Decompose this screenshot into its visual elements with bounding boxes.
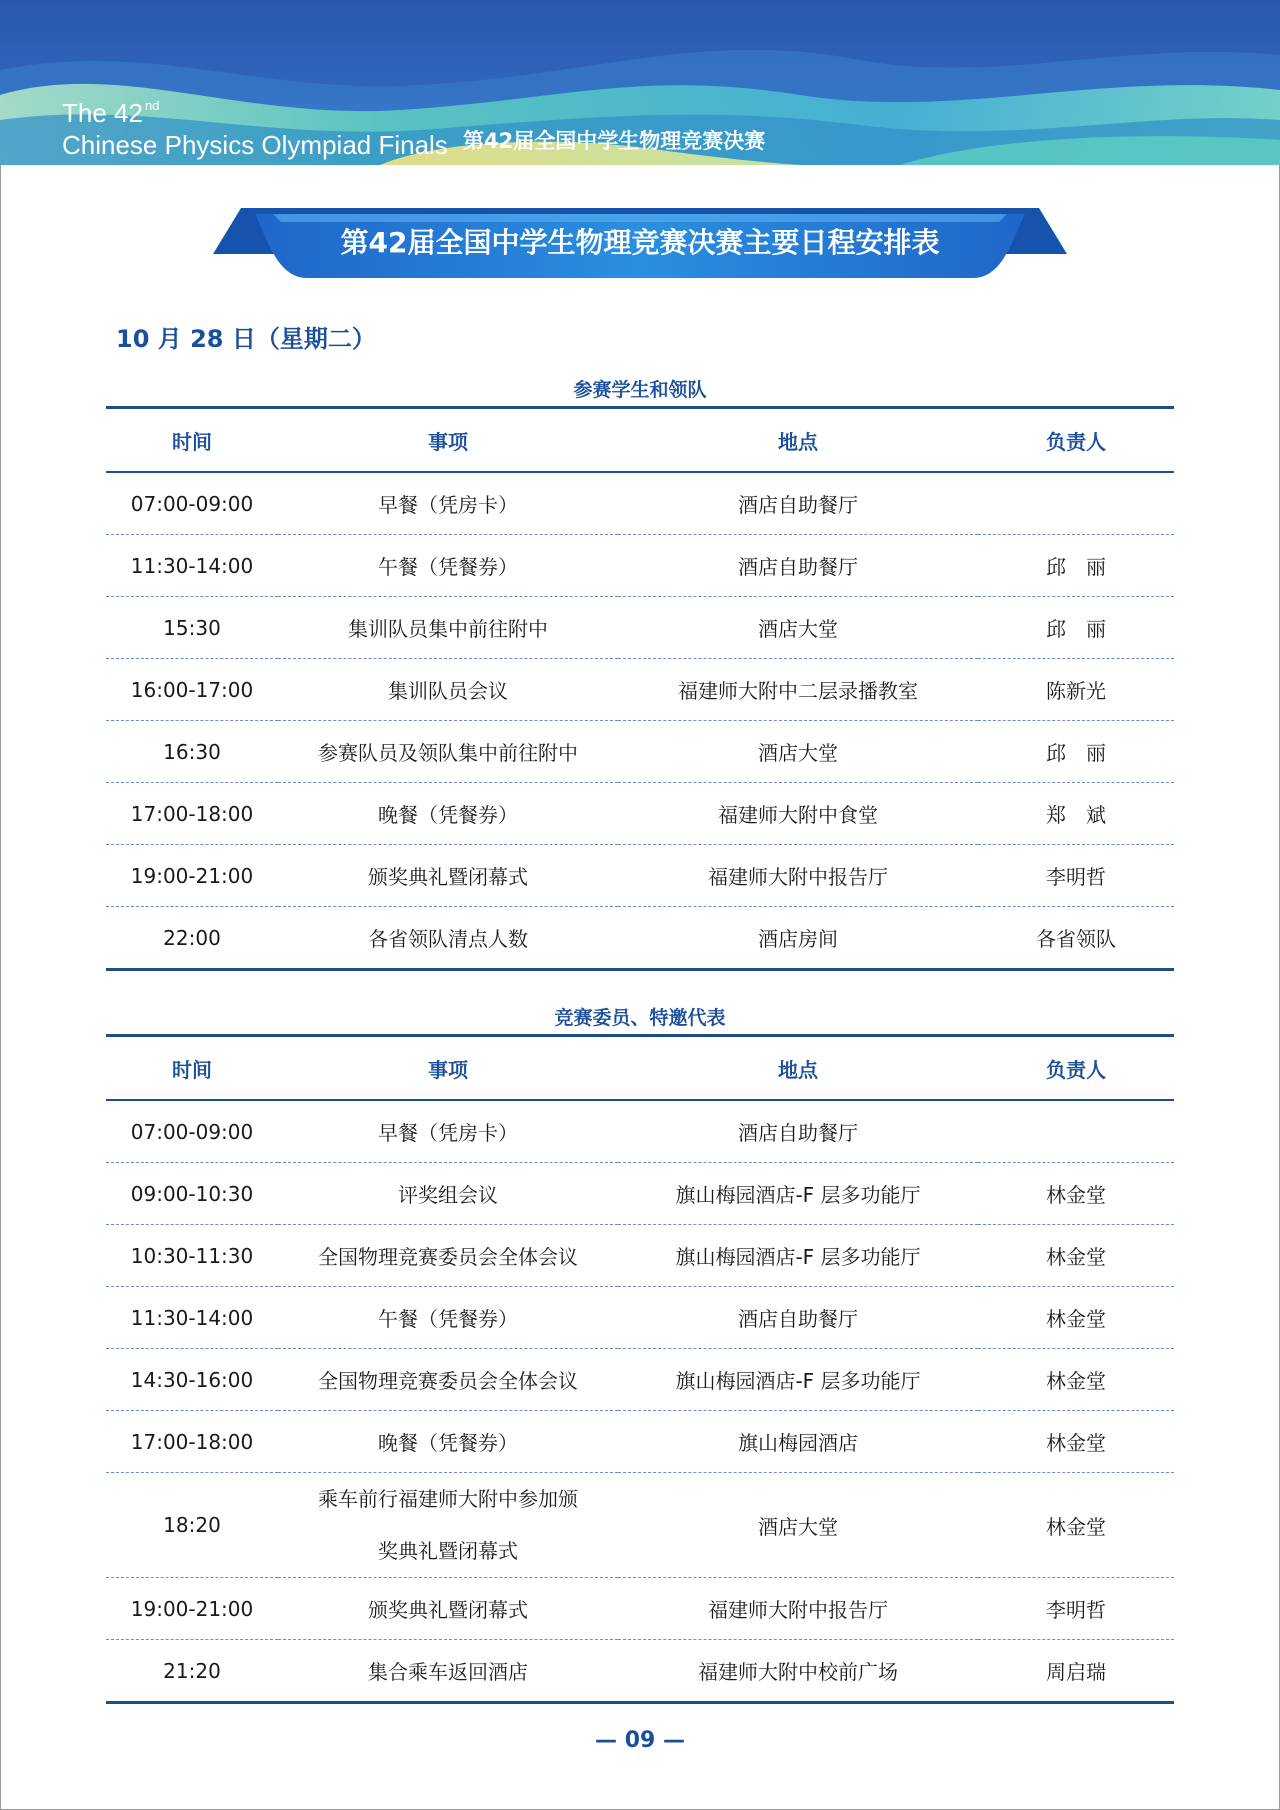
cell-event: 参赛队员及领队集中前往附中 — [278, 721, 618, 783]
cell-place: 旗山梅园酒店-F 层多功能厅 — [618, 1163, 978, 1225]
cell-place: 福建师大附中二层录播教室 — [618, 659, 978, 721]
cell-event: 晚餐（凭餐券） — [278, 1411, 618, 1473]
cell-person: 周启瑞 — [978, 1640, 1174, 1703]
cell-person: 林金堂 — [978, 1411, 1174, 1473]
cell-person: 林金堂 — [978, 1163, 1174, 1225]
table-row — [106, 597, 1174, 659]
column-header-place: 地点 — [618, 408, 978, 473]
banner-en-line2: Chinese Physics Olympiad Finals — [62, 130, 448, 160]
cell-event: 集训队员会议 — [278, 659, 618, 721]
cell-event: 颁奖典礼暨闭幕式 — [278, 845, 618, 907]
cell-event: 全国物理竞赛委员会全体会议 — [278, 1349, 618, 1411]
cell-person — [978, 1100, 1174, 1163]
cell-time: 07:00-09:00 — [106, 1100, 278, 1163]
cell-person: 各省领队 — [978, 907, 1174, 970]
cell-event: 乘车前行福建师大附中参加颁奖典礼暨闭幕式 — [278, 1473, 618, 1578]
table-row — [106, 1163, 1174, 1225]
cell-place: 酒店大堂 — [618, 721, 978, 783]
cell-place: 福建师大附中校前广场 — [618, 1640, 978, 1703]
table-row — [106, 1411, 1174, 1473]
banner-en-superscript: nd — [144, 98, 160, 113]
table-row — [106, 659, 1174, 721]
cell-time: 19:00-21:00 — [106, 1578, 278, 1640]
table-row — [106, 1225, 1174, 1287]
table-row — [106, 1349, 1174, 1411]
cell-place: 福建师大附中食堂 — [618, 783, 978, 845]
table-row — [106, 472, 1174, 535]
cell-person: 林金堂 — [978, 1287, 1174, 1349]
section-committee — [106, 1002, 1174, 1704]
cell-time: 21:20 — [106, 1640, 278, 1703]
cell-person: 郑 斌 — [978, 783, 1174, 845]
cell-person — [978, 472, 1174, 535]
column-header-time: 时间 — [106, 408, 278, 473]
cell-time: 19:00-21:00 — [106, 845, 278, 907]
date-heading: 10 月 28 日（星期二） — [116, 325, 376, 353]
cell-time: 11:30-14:00 — [106, 1287, 278, 1349]
cell-person: 林金堂 — [978, 1349, 1174, 1411]
cell-time: 16:00-17:00 — [106, 659, 278, 721]
header-banner — [0, 0, 1280, 165]
cell-place: 酒店自助餐厅 — [618, 472, 978, 535]
cell-place: 酒店房间 — [618, 907, 978, 970]
cell-event: 评奖组会议 — [278, 1163, 618, 1225]
cell-person: 李明哲 — [978, 845, 1174, 907]
cell-time: 17:00-18:00 — [106, 1411, 278, 1473]
cell-event: 早餐（凭房卡） — [278, 1100, 618, 1163]
cell-person: 林金堂 — [978, 1225, 1174, 1287]
cell-place: 酒店大堂 — [618, 1473, 978, 1578]
cell-person: 林金堂 — [978, 1473, 1174, 1578]
table-row — [106, 1640, 1174, 1703]
column-header-time: 时间 — [106, 1036, 278, 1101]
schedule-table — [106, 1034, 1174, 1704]
cell-place: 酒店大堂 — [618, 597, 978, 659]
cell-place: 旗山梅园酒店 — [618, 1411, 978, 1473]
cell-person: 邱 丽 — [978, 721, 1174, 783]
cell-person: 邱 丽 — [978, 535, 1174, 597]
schedule-table — [106, 406, 1174, 971]
cell-place: 福建师大附中报告厅 — [618, 845, 978, 907]
cell-time: 16:30 — [106, 721, 278, 783]
cell-person: 陈新光 — [978, 659, 1174, 721]
cell-time: 22:00 — [106, 907, 278, 970]
cell-place: 酒店自助餐厅 — [618, 535, 978, 597]
cell-place: 福建师大附中报告厅 — [618, 1578, 978, 1640]
banner-chinese-title: 第42届全国中学生物理竞赛决赛 — [463, 129, 766, 153]
column-header-person: 负责人 — [978, 408, 1174, 473]
table-row — [106, 535, 1174, 597]
cell-event: 集合乘车返回酒店 — [278, 1640, 618, 1703]
cell-time: 07:00-09:00 — [106, 472, 278, 535]
cell-event: 晚餐（凭餐券） — [278, 783, 618, 845]
cell-place: 酒店自助餐厅 — [618, 1100, 978, 1163]
cell-place: 酒店自助餐厅 — [618, 1287, 978, 1349]
cell-place: 旗山梅园酒店-F 层多功能厅 — [618, 1225, 978, 1287]
table-header-row — [106, 1036, 1174, 1101]
cell-time: 09:00-10:30 — [106, 1163, 278, 1225]
title-ribbon — [213, 208, 1067, 278]
page-title: 第42届全国中学生物理竞赛决赛主要日程安排表 — [340, 226, 940, 259]
page-number: — 09 — — [595, 1728, 685, 1753]
banner-en-line1: The 42 — [62, 98, 143, 128]
table-row — [106, 1287, 1174, 1349]
section-title: 竞赛委员、特邀代表 — [554, 1007, 726, 1029]
cell-time: 10:30-11:30 — [106, 1225, 278, 1287]
cell-time: 17:00-18:00 — [106, 783, 278, 845]
table-row — [106, 783, 1174, 845]
table-row — [106, 721, 1174, 783]
cell-event: 早餐（凭房卡） — [278, 472, 618, 535]
cell-event: 各省领队清点人数 — [278, 907, 618, 970]
column-header-event: 事项 — [278, 1036, 618, 1101]
cell-time: 18:20 — [106, 1473, 278, 1578]
table-row — [106, 845, 1174, 907]
cell-person: 邱 丽 — [978, 597, 1174, 659]
cell-time: 11:30-14:00 — [106, 535, 278, 597]
cell-event: 午餐（凭餐券） — [278, 535, 618, 597]
section-title: 参赛学生和领队 — [573, 379, 707, 401]
table-row — [106, 1473, 1174, 1578]
table-row — [106, 1578, 1174, 1640]
column-header-person: 负责人 — [978, 1036, 1174, 1101]
column-header-event: 事项 — [278, 408, 618, 473]
cell-event: 午餐（凭餐券） — [278, 1287, 618, 1349]
table-row — [106, 1100, 1174, 1163]
cell-time: 14:30-16:00 — [106, 1349, 278, 1411]
cell-person: 李明哲 — [978, 1578, 1174, 1640]
cell-event: 颁奖典礼暨闭幕式 — [278, 1578, 618, 1640]
cell-event: 全国物理竞赛委员会全体会议 — [278, 1225, 618, 1287]
banner-english-title — [62, 90, 448, 161]
cell-place: 旗山梅园酒店-F 层多功能厅 — [618, 1349, 978, 1411]
section-students — [106, 374, 1174, 971]
cell-time: 15:30 — [106, 597, 278, 659]
cell-event: 集训队员集中前往附中 — [278, 597, 618, 659]
column-header-place: 地点 — [618, 1036, 978, 1101]
table-row — [106, 907, 1174, 970]
table-header-row — [106, 408, 1174, 473]
